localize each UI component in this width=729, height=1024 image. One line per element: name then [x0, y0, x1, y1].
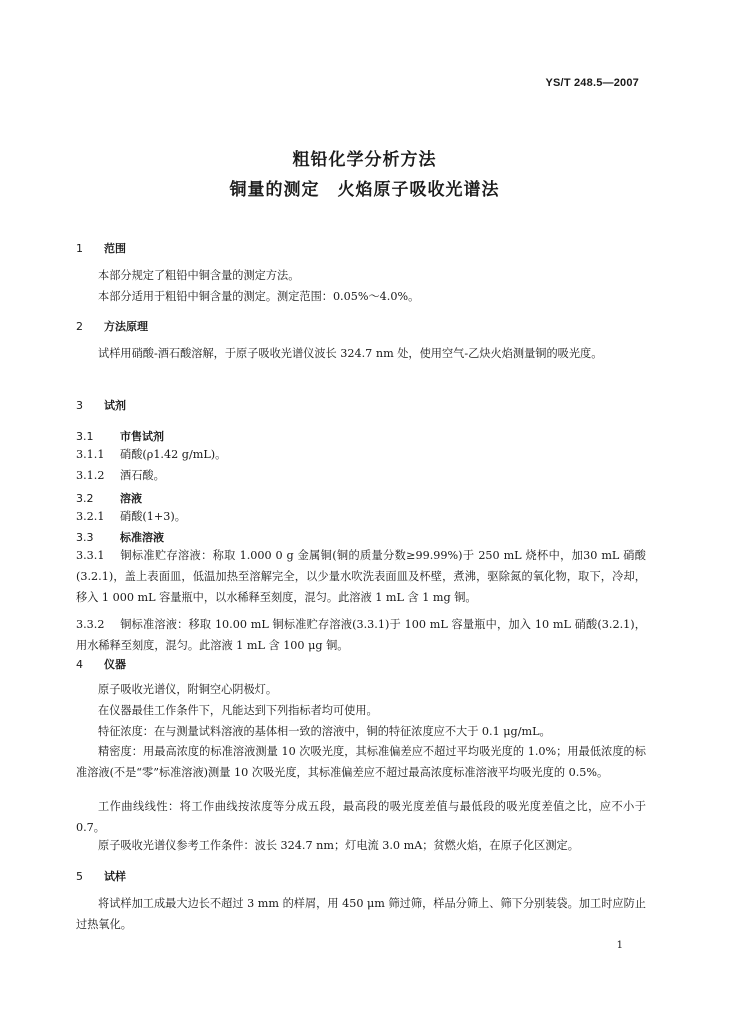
item-text: 硝酸(ρ1.42 g/mL)。 — [120, 448, 227, 461]
document-subtitle — [0, 175, 729, 200]
subsection-number: 3.1 — [76, 430, 94, 443]
subsection-title: 溶液 — [120, 492, 142, 505]
subsection-number: 3.3 — [76, 531, 94, 544]
paragraph: 工作曲线线性：将工作曲线按浓度等分成五段，最高段的吸光度差值与最低段的吸光度差值之比，应不小于 0.7。 — [76, 800, 646, 834]
paragraph: 原子吸收光谱仪参考工作条件：波长 324.7 nm；灯电流 3.0 mA；贫燃火焰，在原子化区测定。 — [98, 839, 579, 852]
item-text: 酒石酸。 — [120, 469, 165, 482]
section-title: 范围 — [104, 242, 126, 255]
item-number: 3.3.2 — [76, 618, 105, 631]
paragraph: 将试样加工成最大边长不超过 3 mm 的样屑，用 450 μm 筛过筛，样品分筛上、筛下分别装袋。加工时应防止过热氧化。 — [76, 897, 646, 931]
paragraph: 本部分规定了粗铅中铜含量的测定方法。 — [98, 269, 300, 282]
section-4-heading — [76, 656, 126, 672]
paragraph: 特征浓度：在与测量试料溶液的基体相一致的溶液中，铜的特征浓度应不大于 0.1 μg/mL。 — [98, 725, 551, 738]
section-5-heading — [76, 868, 126, 884]
subsection-title: 市售试剂 — [120, 430, 164, 443]
subsection-3-1-heading — [76, 428, 164, 444]
section-title: 试剂 — [104, 399, 126, 412]
paragraph: 本部分适用于粗铅中铜含量的测定。测定范围：0.05%～4.0%。 — [98, 290, 420, 303]
paragraph: 精密度：用最高浓度的标准溶液测量 10 次吸光度，其标准偏差应不超过平均吸光度的 1.0%；用最低浓度的标准溶液(不是“零”标准溶液)测量 10 次吸光度，其标准偏差应不超过最高浓度标准溶液平均吸光度的 0.5%。 — [76, 745, 646, 779]
paragraph: 原子吸收光谱仪，附铜空心阴极灯。 — [98, 683, 278, 696]
section-title: 仪器 — [104, 658, 126, 671]
section-2-heading — [76, 318, 148, 334]
section-number: 3 — [76, 399, 83, 412]
section-number: 5 — [76, 870, 83, 883]
list-item — [76, 465, 165, 486]
section-number: 1 — [76, 242, 83, 255]
subsection-3-2-heading — [76, 490, 142, 506]
standard-number: YS/T 248.5—2007 — [545, 77, 639, 89]
item-text: 铜标准贮存溶液：称取 1.000 0 g 金属铜(铜的质量分数≥99.99%)于 250 mL 烧杯中，加30 mL 硝酸(3.2.1)，盖上表面皿，低温加热至溶解完全，以少量水吹洗表面皿及杯壁，煮沸，驱除氮的氧化物，取下，冷却，移入 1 000 mL 容量瓶中，以水稀释至刻度，混匀。此溶液 1 mL 含 1 mg 铜。 — [76, 549, 646, 604]
item-number: 3.2.1 — [76, 510, 105, 523]
section-title: 方法原理 — [104, 320, 148, 333]
list-item — [76, 444, 226, 465]
list-item — [76, 614, 646, 656]
subsection-3-3-heading — [76, 529, 164, 545]
item-number: 3.3.1 — [76, 549, 105, 562]
item-text: 铜标准溶液：移取 10.00 mL 铜标准贮存溶液(3.3.1)于 100 mL 容量瓶中，加入 10 mL 硝酸(3.2.1)，用水稀释至刻度，混匀。此溶液 1 mL 含 100 μg 铜。 — [76, 618, 646, 652]
section-3-heading — [76, 397, 126, 413]
item-text: 硝酸(1+3)。 — [120, 510, 186, 523]
document-title: 粗铅化学分析方法 — [292, 150, 437, 170]
list-item — [76, 506, 186, 527]
section-number: 2 — [76, 320, 83, 333]
paragraph: 试样用硝酸-酒石酸溶解，于原子吸收光谱仪波长 324.7 nm 处，使用空气-乙炔火焰测量铜的吸光度。 — [98, 347, 603, 360]
page-number: 1 — [616, 940, 623, 951]
list-item — [76, 545, 646, 608]
subsection-number: 3.2 — [76, 492, 94, 505]
subsection-title: 标准溶液 — [120, 531, 164, 544]
paragraph: 在仪器最佳工作条件下，凡能达到下列指标者均可使用。 — [98, 704, 378, 717]
subtitle-part-1: 铜量的测定 — [229, 180, 320, 200]
section-title: 试样 — [104, 870, 126, 883]
item-number: 3.1.2 — [76, 469, 105, 482]
section-1-heading — [76, 240, 126, 256]
item-number: 3.1.1 — [76, 448, 105, 461]
section-number: 4 — [76, 658, 83, 671]
subtitle-part-2: 火焰原子吸收光谱法 — [337, 180, 500, 200]
